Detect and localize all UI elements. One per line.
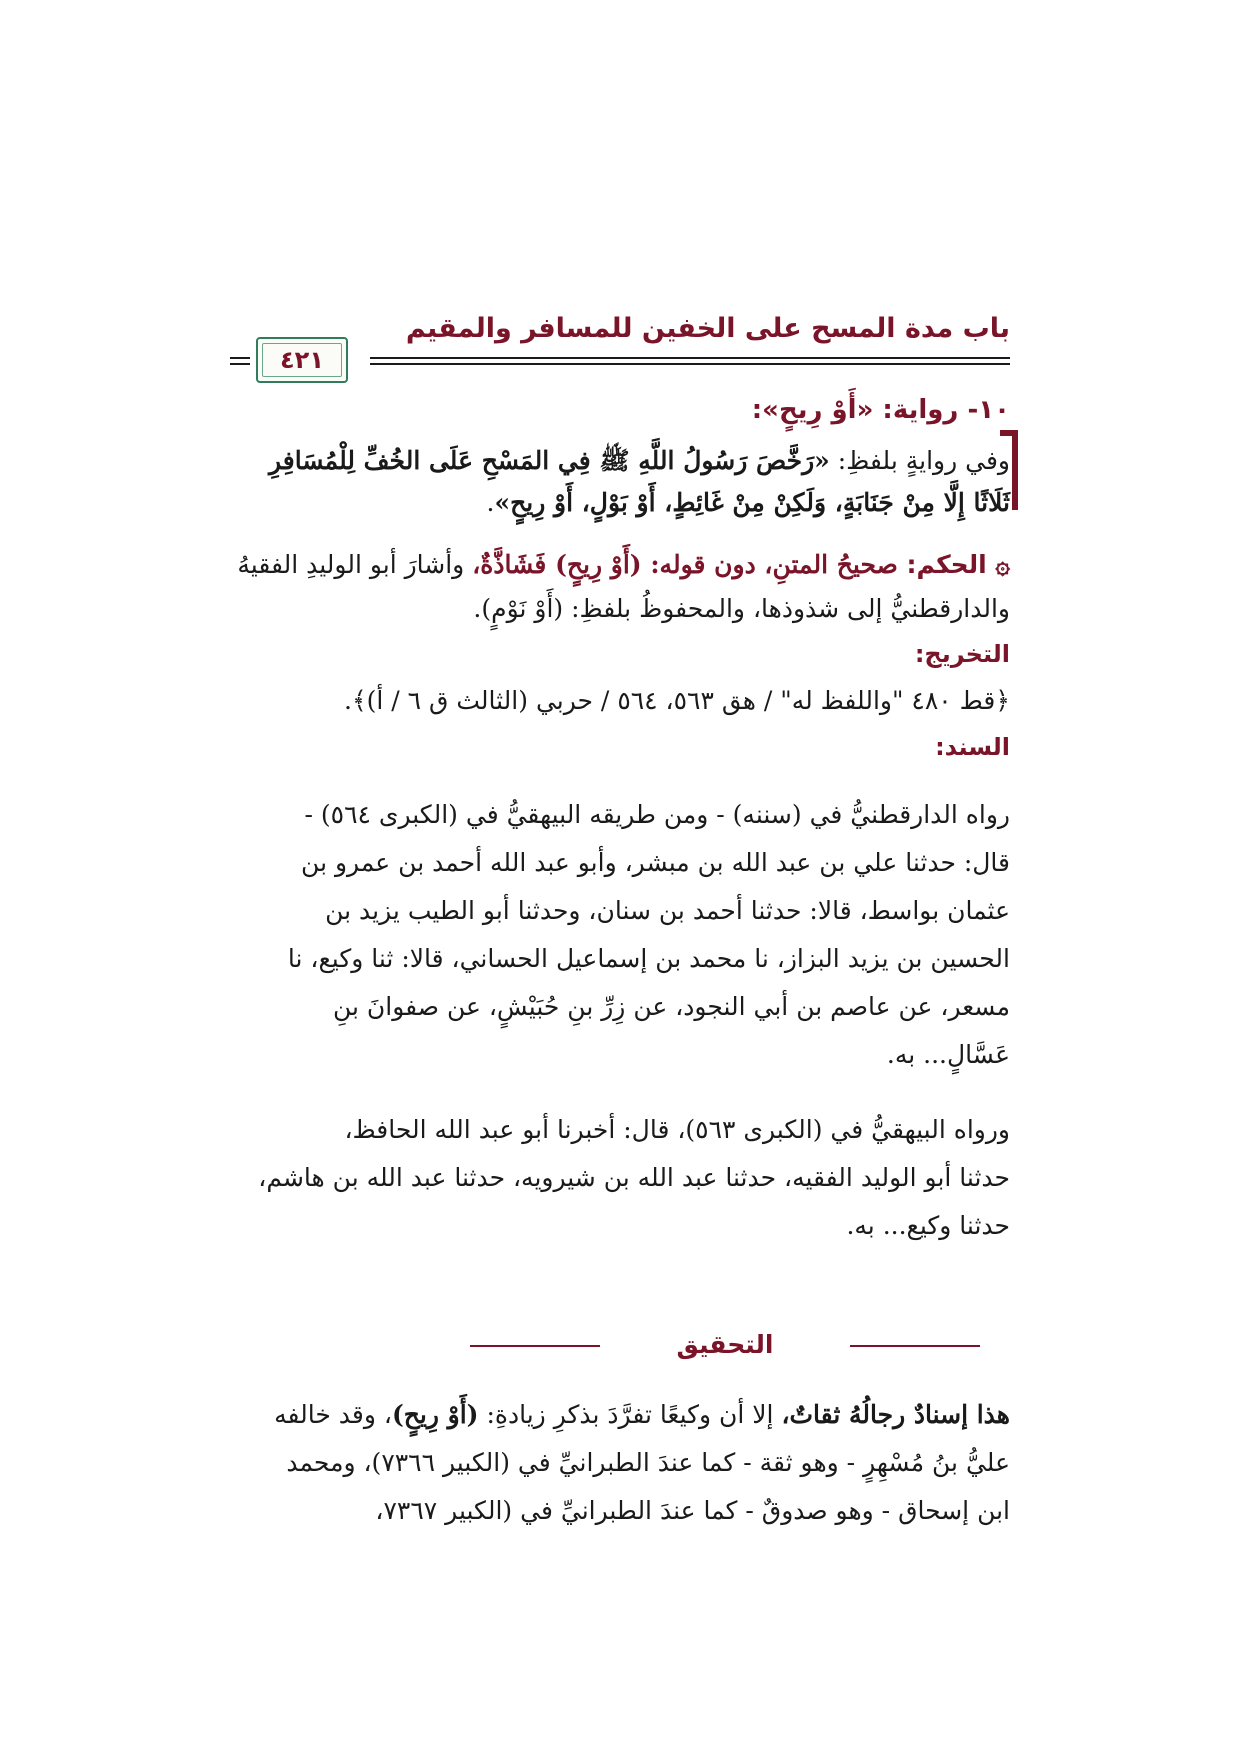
ruling-verdict: صحيحُ المتنِ، دون قوله: (أَوْ رِيحٍ) فَشَاذَّةٌ، bbox=[472, 550, 898, 579]
hadith-line-2 bbox=[230, 488, 1010, 518]
sanad-para2-line-1: ورواه البيهقيُّ في (الكبرى ٥٦٣)، قال: أخبرنا أبو عبد الله الحافظ، bbox=[344, 1115, 1010, 1144]
hadith-text-2: ثَلَاثًا إِلَّا مِنْ جَنَابَةٍ، وَلَكِنْ مِنْ غَائِطٍ، أَوْ بَوْلٍ، أَوْ رِيحٍ» bbox=[494, 488, 1010, 517]
tahqiq-line-2: عليُّ بنُ مُسْهِرٍ - وهو ثقة - كما عندَ الطبرانيِّ في (الكبير ٧٣٦٦)، ومحمد bbox=[286, 1448, 1010, 1477]
section-title bbox=[230, 395, 1010, 426]
tahqiq-text-1-end: ، وقد خالفه bbox=[274, 1400, 392, 1429]
sanad-para1-line-5: مسعر، عن عاصم بن أبي النجود، عن زِرِّ بنِ حُبَيْشٍ، عن صفوانَ بنِ bbox=[332, 992, 1010, 1021]
sanad-para1-line-3: عثمان بواسط، قالا: حدثنا أحمد بن سنان، وحدثنا أبو الطيب يزيد بن bbox=[325, 896, 1010, 925]
tahqiq-text-bold: هذا إسنادٌ رجالُهُ ثقاتٌ، bbox=[781, 1400, 1010, 1429]
header-rule-left-bottom bbox=[230, 363, 250, 365]
page-number: ٤٢١ bbox=[280, 346, 324, 374]
section-title-quote: «أَوْ رِيحٍ»: bbox=[751, 395, 874, 425]
hadith-line-1 bbox=[230, 446, 1010, 476]
header-rule-bottom bbox=[370, 363, 1010, 365]
ruling-line-1 bbox=[230, 550, 1010, 580]
sanad-para1-line-1: رواه الدارقطنيُّ في (سننه) - ومن طريقه البيهقيُّ في (الكبرى ٥٦٤) - bbox=[304, 800, 1010, 829]
tahqiq-line-1 bbox=[230, 1400, 1010, 1430]
takhrij-heading: التخريج: bbox=[914, 640, 1010, 668]
hadith-intro: وفي روايةٍ بلفظِ: bbox=[829, 446, 1010, 475]
page-number-badge bbox=[256, 337, 348, 383]
section-title-number: ١٠- رواية: bbox=[873, 395, 1010, 425]
tahqiq-quote: (أَوْ رِيحٍ) bbox=[391, 1400, 479, 1429]
separator-line-right bbox=[850, 1345, 980, 1347]
header-rule-left-top bbox=[230, 357, 250, 359]
ruling-line-2: والدارقطنيُّ إلى شذوذها، والمحفوظُ بلفظِ: (أَوْ نَوْمٍ). bbox=[473, 594, 1010, 623]
tahqiq-line-3: ابن إسحاق - وهو صدوقٌ - كما عندَ الطبرانيِّ في (الكبير ٧٣٦٧، bbox=[375, 1496, 1010, 1525]
takhrij-text: ﴿قط ٤٨٠ "واللفظ له" / هق ٥٦٣، ٥٦٤ / حربي (الثالث ق ٦ / أ)﴾. bbox=[344, 686, 1010, 715]
tahqiq-text-1: إلا أن وكيعًا تفرَّدَ بذكرِ زيادةِ: bbox=[478, 1400, 782, 1429]
header-rule-top bbox=[370, 357, 1010, 359]
sanad-para1-line-6: عَسَّالٍ... به. bbox=[886, 1040, 1010, 1069]
ruling-label: ۞ الحكم: bbox=[897, 550, 1010, 579]
ruling-text-1: وأشارَ أبو الوليدِ الفقيهُ bbox=[237, 550, 473, 579]
sanad-para1-line-4: الحسين بن يزيد البزاز، نا محمد بن إسماعيل الحساني، قالا: ثنا وكيع، نا bbox=[287, 944, 1010, 973]
sanad-heading: السند: bbox=[935, 733, 1010, 761]
hadith-line-2-end: . bbox=[486, 488, 495, 517]
sanad-para2-line-2: حدثنا أبو الوليد الفقيه، حدثنا عبد الله بن شيرويه، حدثنا عبد الله بن هاشم، bbox=[258, 1163, 1010, 1192]
tahqiq-heading: التحقيق bbox=[676, 1330, 774, 1359]
sanad-para2-line-3: حدثنا وكيع... به. bbox=[846, 1211, 1010, 1240]
tahqiq-separator bbox=[470, 1330, 980, 1359]
separator-line-left bbox=[470, 1345, 600, 1347]
running-title: باب مدة المسح على الخفين للمسافر والمقيم bbox=[405, 313, 1010, 344]
hadith-text-1: «رَخَّصَ رَسُولُ اللَّهِ ﷺ فِي المَسْحِ عَلَى الخُفِّ لِلْمُسَافِرِ bbox=[268, 446, 830, 475]
sanad-para1-line-2: قال: حدثنا علي بن عبد الله بن مبشر، وأبو عبد الله أحمد بن عمرو بن bbox=[301, 848, 1010, 877]
